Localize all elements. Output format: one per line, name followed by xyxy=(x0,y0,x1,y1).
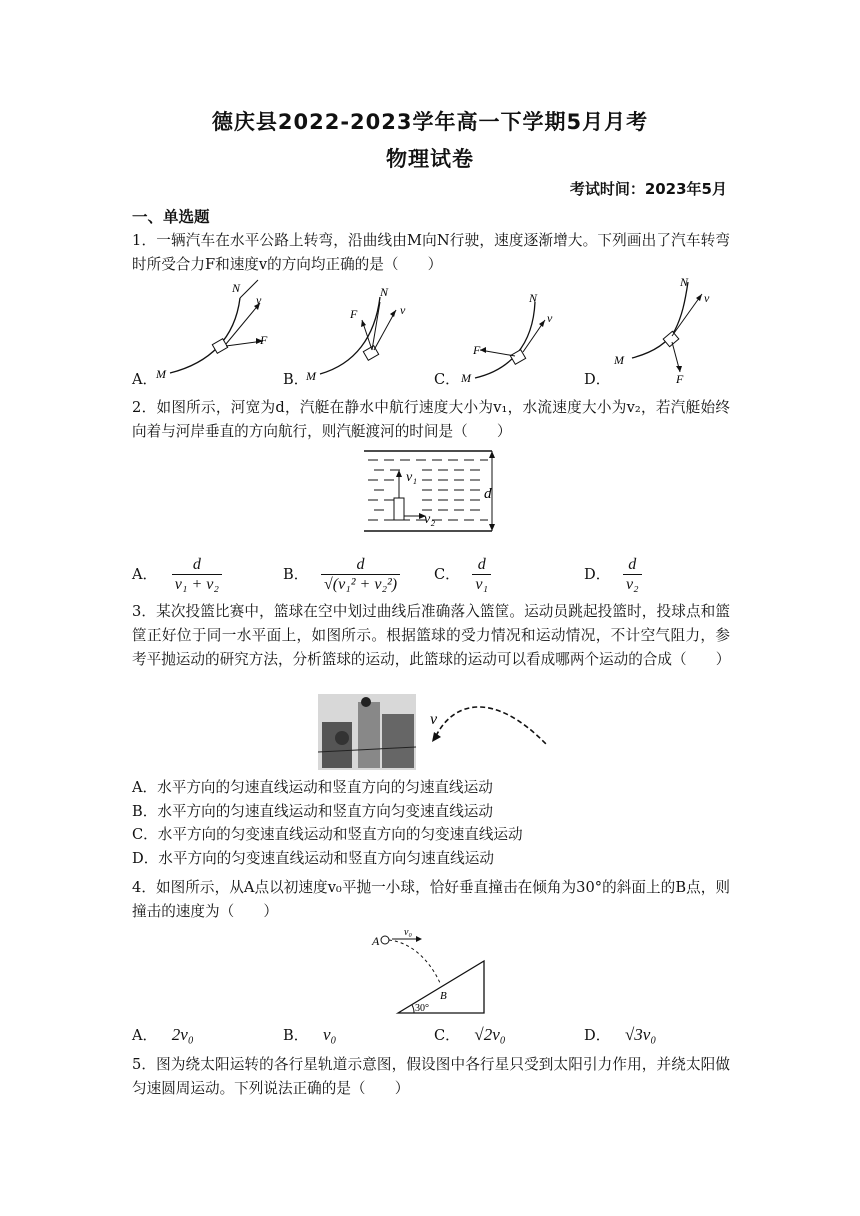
q2-option-c-fraction xyxy=(472,556,491,594)
q2-option-c xyxy=(434,556,491,594)
q1c-label-n: N xyxy=(529,291,538,305)
exam-time: 考试时间：2023年5月 xyxy=(569,180,727,198)
q4-option-d-value: √3v₀ xyxy=(624,1025,657,1044)
q1d-label-f: F xyxy=(676,372,684,386)
q2-option-b-num: d xyxy=(356,556,365,573)
q2-option-b-den: √(v₁² + v₂²) xyxy=(321,574,400,594)
q2-option-a xyxy=(132,556,222,594)
q1b-label-v: v xyxy=(400,303,406,317)
q3-option-b: B．水平方向的匀速直线运动和竖直方向匀变速直线运动 xyxy=(132,803,493,820)
q1c-label-m: M xyxy=(461,371,471,385)
q2-option-a-fraction xyxy=(172,556,222,594)
question-3-text: 3．某次投篮比赛中，篮球在空中划过曲线后准确落入篮筐。运动员跳起投篮时，投球点和篮筐正好位于同一水平面上，如图所示。根据篮球的受力情况和运动情况，不计空气阻力，参考平抛运动的研究方法，分析篮球的运动，此篮球的运动可以看成哪两个运动的合成（ ） xyxy=(132,603,731,668)
q2-option-d-den: v₂ xyxy=(623,574,642,594)
q2-option-d-fraction xyxy=(623,556,642,594)
q2-option-c-label: C． xyxy=(434,566,460,583)
q2-label-d: d xyxy=(484,486,492,502)
q3-option-c: C．水平方向的匀变速直线运动和竖直方向的匀变速直线运动 xyxy=(132,826,523,843)
q4-incline-figure xyxy=(370,925,490,1020)
q4-label-angle: 30° xyxy=(415,1003,429,1014)
q1b-label-n: N xyxy=(380,285,389,299)
q4-option-a xyxy=(132,1024,194,1045)
question-1-text: 1．一辆汽车在水平公路上转弯，沿曲线由M向N行驶，速度逐渐增大。下列画出了汽车转弯时所受合力F和速度v的方向均正确的是（ ） xyxy=(132,232,730,273)
question-4-text: 4．如图所示，从A点以初速度v₀平抛一小球，恰好垂直撞击在倾角为30°的斜面上的B点，则撞击的速度为（ ） xyxy=(132,879,730,920)
q4-option-a-label: A． xyxy=(132,1027,158,1044)
q4-option-b-label: B． xyxy=(283,1027,309,1044)
q1a-label-f: F xyxy=(260,333,268,347)
q4-label-b: B xyxy=(440,990,447,1002)
q4-option-b xyxy=(283,1024,336,1045)
q2-river-figure xyxy=(360,448,510,536)
q4-option-c-label: C． xyxy=(434,1027,460,1044)
q3-option-d: D．水平方向的匀变速直线运动和竖直方向匀速直线运动 xyxy=(132,850,494,867)
q2-label-v1: v₁ xyxy=(406,470,418,485)
q2-option-c-num: d xyxy=(477,556,486,573)
q1c-label-v: v xyxy=(547,311,553,325)
q1-figure-b xyxy=(300,282,420,382)
q2-option-a-label: A． xyxy=(132,566,158,583)
q2-option-d-label: D． xyxy=(584,566,611,583)
section-heading: 一、单选题 xyxy=(132,208,210,226)
q2-option-b-fraction xyxy=(321,556,400,594)
q1-figure-d xyxy=(610,272,730,387)
q4-option-c-value: √2v₀ xyxy=(474,1025,506,1044)
q2-label-v2: v₂ xyxy=(424,512,436,527)
q1-option-b-label: B． xyxy=(283,371,309,388)
q4-option-d-label: D． xyxy=(584,1027,611,1044)
q1a-label-m: M xyxy=(156,367,166,381)
q1c-label-f: F xyxy=(473,343,481,357)
q4-option-c xyxy=(434,1024,506,1045)
q2-option-c-den: v₁ xyxy=(472,574,491,594)
q1-option-a-label: A． xyxy=(132,371,158,388)
q4-label-v0: v₀ xyxy=(404,927,412,938)
exam-title: 德庆县2022-2023学年高一下学期5月月考 xyxy=(211,110,649,134)
q2-option-d-num: d xyxy=(628,556,637,573)
q1-figure-a xyxy=(150,278,280,383)
q1d-label-m: M xyxy=(614,353,624,367)
q1-figure-c xyxy=(455,290,575,385)
q4-option-b-value: v₀ xyxy=(322,1025,337,1044)
q4-option-d xyxy=(584,1024,656,1045)
q3-option-a: A．水平方向的匀速直线运动和竖直方向的匀速直线运动 xyxy=(132,779,493,796)
q1b-label-m: M xyxy=(306,369,316,382)
q2-option-a-den: v₁ + v₂ xyxy=(172,574,222,594)
q2-option-a-num: d xyxy=(192,556,201,573)
q1b-label-f: F xyxy=(350,307,358,321)
q1a-label-n: N xyxy=(232,281,241,295)
q1-option-d-label: D． xyxy=(584,371,611,388)
q1-option-c-label: C． xyxy=(434,371,460,388)
q3-label-v: v xyxy=(430,711,438,728)
q3-basketball-figure xyxy=(318,692,548,772)
q4-label-a: A xyxy=(372,934,380,948)
basketball-icon xyxy=(361,697,371,707)
question-2-text: 2．如图所示，河宽为d，汽艇在静水中航行速度大小为v₁，水流速度大小为v₂，若汽艇始终向着与河岸垂直的方向航行，则汽艇渡河的时间是（ ） xyxy=(132,399,730,440)
q1d-label-v: v xyxy=(704,291,710,305)
q1d-label-n: N xyxy=(680,275,689,289)
q2-option-d xyxy=(584,556,642,594)
question-5-text: 5．图为绕太阳运转的各行星轨道示意图，假设图中各行星只受到太阳引力作用，并绕太阳做匀速圆周运动。下列说法正确的是（ ） xyxy=(132,1056,730,1097)
exam-subtitle: 物理试卷 xyxy=(386,147,474,171)
q4-option-a-value: 2v₀ xyxy=(171,1025,194,1044)
q2-option-b-label: B． xyxy=(283,566,309,583)
q2-option-b xyxy=(283,556,400,594)
q1a-label-v: v xyxy=(256,293,262,307)
